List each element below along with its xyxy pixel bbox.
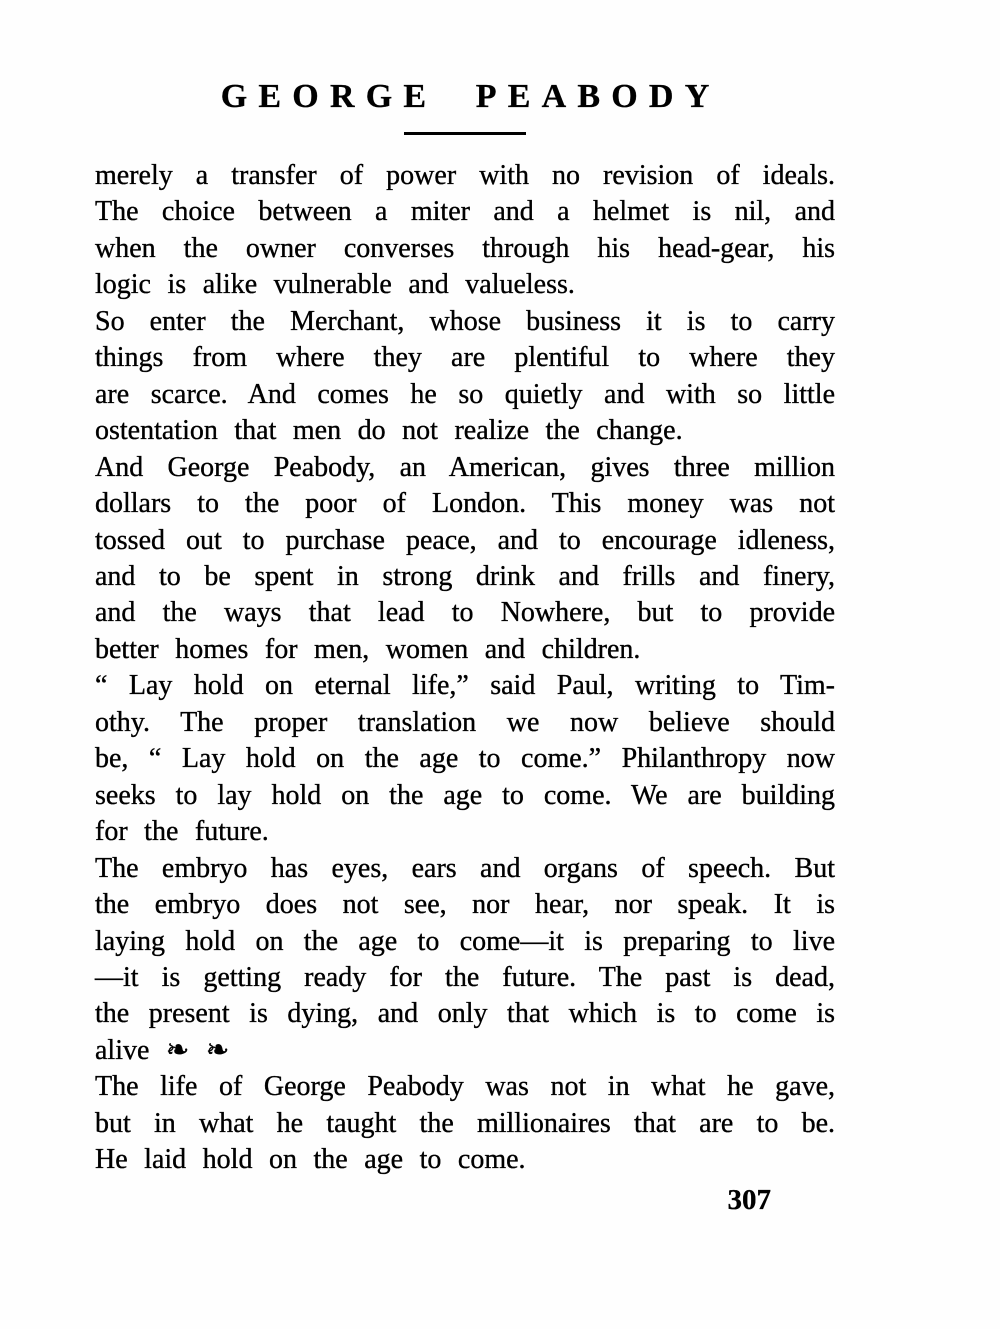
text-line: alive ❧ ❧ [95, 1034, 230, 1066]
text-line: othy. The proper translation we now believe should [95, 706, 835, 738]
text-line: the embryo does not see, nor hear, nor speak. It is [95, 889, 835, 921]
text-line: He laid hold on the age to come. [95, 1144, 526, 1176]
text-line: The choice between a miter and a helmet is nil, and [95, 196, 835, 228]
text-line: And George Peabody, an American, gives three million [95, 451, 835, 483]
text-line: when the owner converses through his head-gear, his [95, 232, 835, 264]
text-line: logic is alike vulnerable and valueless. [95, 269, 575, 301]
text-line: and to be spent in strong drink and frills and finery, [95, 560, 835, 592]
text-line: The life of George Peabody was not in what he gave, [95, 1071, 835, 1103]
title-divider [404, 132, 526, 135]
page-title: GEORGE PEABODY [220, 78, 721, 115]
page-number: 307 [727, 1183, 771, 1216]
text-line: are scarce. And comes he so quietly and with so little [95, 378, 835, 410]
text-line: ostentation that men do not realize the change. [95, 415, 683, 447]
text-line: the present is dying, and only that which is to come is [95, 998, 835, 1030]
text-line: dollars to the poor of London. This money was not [95, 488, 835, 520]
text-line: be, “ Lay hold on the age to come.” Philanthropy now [95, 743, 835, 775]
text-line: for the future. [95, 816, 269, 848]
text-line: but in what he taught the millionaires that are to be. [95, 1107, 835, 1139]
text-line: So enter the Merchant, whose business it is to carry [95, 305, 835, 337]
text-line: —it is getting ready for the future. The past is dead, [95, 961, 835, 993]
text-line: and the ways that lead to Nowhere, but to provide [95, 597, 835, 629]
text-line: merely a transfer of power with no revision of ideals. [95, 160, 835, 191]
text-line: The embryo has eyes, ears and organs of speech. But [95, 852, 835, 884]
page-body [95, 158, 835, 1179]
text-line: better homes for men, women and children. [95, 633, 641, 665]
text-line: laying hold on the age to come—it is preparing to live [95, 925, 835, 957]
text-line: “ Lay hold on eternal life,” said Paul, writing to Tim- [95, 670, 835, 702]
text-line: tossed out to purchase peace, and to encourage idleness, [95, 524, 835, 556]
text-line: seeks to lay hold on the age to come. We are building [95, 779, 835, 811]
text-line: things from where they are plentiful to where they [95, 342, 835, 374]
text-block [95, 78, 835, 1218]
